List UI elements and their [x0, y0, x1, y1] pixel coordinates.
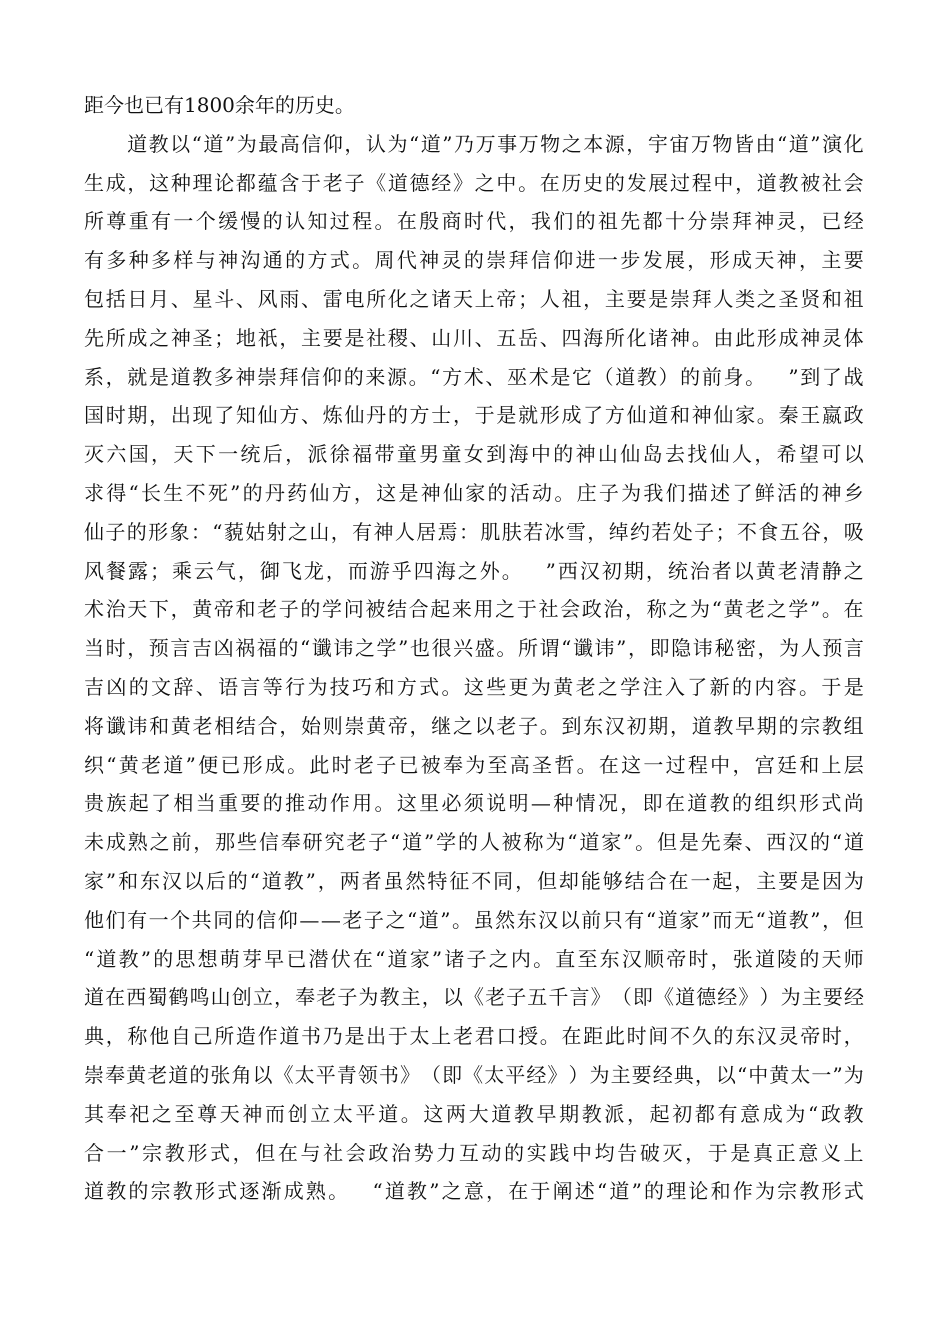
text-line: 术 治 天 下 ， 黄 帝 和 老 子 的 学 问 被 结 合 起 来 用 之 于 社 会 政 治 ， 称 之 为 “ 黄 老 之 学 ” 。 在 [84, 597, 864, 622]
text-line: 未 成 熟 之 前 ， 那 些 信 奉 研 究 老 子 “ 道 ” 学 的 人 被 称 为 “ 道 家 ” 。 但 是 先 秦 、 西 汉 的 “ 道 [84, 830, 864, 855]
text-line: 当 时 ， 预 言 吉 凶 祸 福 的 “ 谶 讳 之 学 ” 也 很 兴 盛 。 所 谓 “ 谶 讳 ” ， 即 隐 讳 秘 密 ， 为 人 预 言 [84, 636, 864, 661]
text-line: 其 奉 祀 之 至 尊 天 神 而 创 立 太 平 道 。 这 两 大 道 教 早 期 教 派 ， 起 初 都 有 意 成 为 “ 政 教 [84, 1101, 864, 1126]
text-line: 家 ” 和 东 汉 以 后 的 “ 道 教 ” ， 两 者 虽 然 特 征 不 同 ， 但 却 能 够 结 合 在 一 起 ， 主 要 是 因 为 [84, 868, 864, 893]
text-line: 将 谶 讳 和 黄 老 相 结 合 ， 始 则 崇 黄 帝 ， 继 之 以 老 子 。 到 东 汉 初 期 ， 道 教 早 期 的 宗 教 组 [84, 713, 864, 738]
text-line: 织 “ 黄 老 道 ” 便 已 形 成 。 此 时 老 子 已 被 奉 为 至 高 圣 哲 。 在 这 一 过 程 中 ， 宫 廷 和 上 层 [84, 752, 864, 777]
text-line: 求 得 “ 长 生 不 死 ” 的 丹 药 仙 方 ， 这 是 神 仙 家 的 活 动 。 庄 子 为 我 们 描 述 了 鲜 活 的 神 乡 [84, 480, 864, 505]
text-line: 所 尊 重 有 一 个 缓 慢 的 认 知 过 程 。 在 殷 商 时 代 ， 我 们 的 祖 先 都 十 分 崇 拜 神 灵 ， 已 经 [84, 209, 864, 234]
text-line: 他 们 有 一 个 共 同 的 信 仰 — — 老 子 之 “ 道 ” 。 虽 然 东 汉 以 前 只 有 “ 道 家 ” 而 无 “ 道 教 ” ， 但 [84, 907, 864, 932]
text-line: 贵 族 起 了 相 当 重 要 的 推 动 作 用 。 这 里 必 须 说 明 — 种 情 况 ， 即 在 道 教 的 组 织 形 式 尚 [84, 791, 864, 816]
text-line: 有 多 种 多 样 与 神 沟 通 的 方 式 。 周 代 神 灵 的 崇 拜 信 仰 进 一 步 发 展 ， 形 成 天 神 ， 主 要 [84, 248, 864, 273]
text-line: 生 成 ， 这 种 理 论 都 蕴 含 于 老 子 《 道 德 经 》 之 中 。 在 历 史 的 发 展 过 程 中 ， 道 教 被 社 会 [84, 170, 864, 195]
text-line: 灭 六 国 ， 天 下 一 统 后 ， 派 徐 福 带 童 男 童 女 到 海 中 的 神 山 仙 岛 去 找 仙 人 ， 希 望 可 以 [84, 442, 864, 467]
text-line: 包 括 日 月 、 星 斗 、 风 雨 、 雷 电 所 化 之 诸 天 上 帝 ； 人 祖 ， 主 要 是 崇 拜 人 类 之 圣 贤 和 祖 [84, 286, 864, 311]
text-line: 道 在 西 蜀 鹤 鸣 山 创 立 ， 奉 老 子 为 教 主 ， 以 《 老 子 五 千 言 》 （ 即 《 道 德 经 》 ） 为 主 要 经 [84, 985, 864, 1010]
text-line: 国 时 期 ， 出 现 了 知 仙 方 、 炼 仙 丹 的 方 士 ， 于 是 就 形 成 了 方 仙 道 和 神 仙 家 。 秦 王 嬴 政 [84, 403, 864, 428]
text-line: 合 一 ” 宗 教 形 式 ， 但 在 与 社 会 政 治 势 力 互 动 的 实 践 中 均 告 破 灭 ， 于 是 真 正 意 义 上 [84, 1140, 864, 1165]
text-line: 系 ， 就 是 道 教 多 神 崇 拜 信 仰 的 来 源 。 “ 方 术 、 巫 术 是 它 （ 道 教 ） 的 前 身 。 ” 到 了 战 [84, 364, 864, 389]
text-line: “ 道 教 ” 的 思 想 萌 芽 早 已 潜 伏 在 “ 道 家 ” 诸 子 之 内 。 直 至 东 汉 顺 帝 时 ， 张 道 陵 的 天 师 [84, 946, 864, 971]
text-line: 道 教 的 宗 教 形 式 逐 渐 成 熟 。 “ 道 教 ” 之 意 ， 在 于 阐 述 “ 道 ” 的 理 论 和 作 为 宗 教 形 式 [84, 1179, 864, 1204]
body-text [84, 86, 864, 1211]
text-line: 典 ， 称 他 自 己 所 造 作 道 书 乃 是 出 于 太 上 老 君 口 授 。 在 距 此 时 间 不 久 的 东 汉 灵 帝 时 ， [84, 1024, 864, 1049]
text-line: 崇 奉 黄 老 道 的 张 角 以 《 太 平 青 领 书 》 （ 即 《 太 平 经 》 ） 为 主 要 经 典 ， 以 “ 中 黄 太 一 ” 为 [84, 1062, 864, 1087]
text-line: 先 所 成 之 神 圣 ； 地 祇 ， 主 要 是 社 稷 、 山 川 、 五 岳 、 四 海 所 化 诸 神 。 由 此 形 成 神 灵 体 [84, 325, 864, 350]
text-line: 仙 子 的 形 象 ： “ 藐 姑 射 之 山 ， 有 神 人 居 焉 ： 肌 肤 若 冰 雪 ， 绰 约 若 处 子 ； 不 食 五 谷 ， 吸 [84, 519, 864, 544]
text-line: 风 餐 露 ； 乘 云 气 ， 御 飞 龙 ， 而 游 乎 四 海 之 外 。 ” 西 汉 初 期 ， 统 治 者 以 黄 老 清 静 之 [84, 558, 864, 583]
text-line: 距今也已有1800余年的历史。 [84, 93, 355, 117]
text-line: 吉 凶 的 文 辞 、 语 言 等 行 为 技 巧 和 方 式 。 这 些 更 为 黄 老 之 学 注 入 了 新 的 内 容 。 于 是 [84, 674, 864, 699]
text-line: 道 教 以 “ 道 ” 为 最 高 信 仰 ， 认 为 “ 道 ” 乃 万 事 万 物 之 本 源 ， 宇 宙 万 物 皆 由 “ 道 ” 演 化 [127, 131, 864, 156]
